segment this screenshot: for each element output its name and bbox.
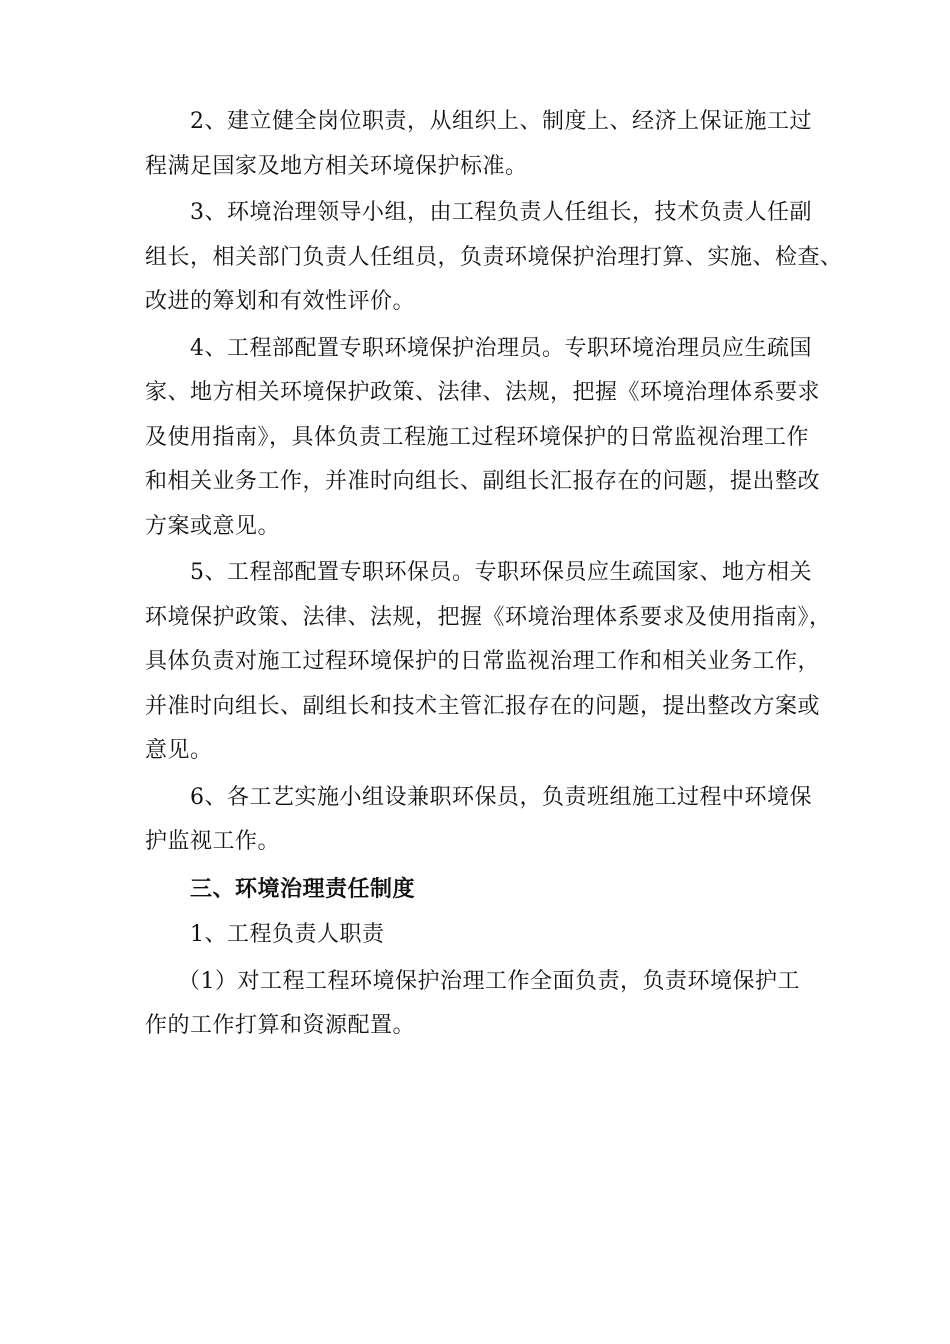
- paragraph-4: [145, 327, 821, 550]
- text-line: 并准时向组长、副组长和技术主管汇报存在的问题，提出整改方案或: [145, 693, 821, 719]
- text-line: 环境保护政策、法律、法规，把握《环境治理体系要求及使用指南》，: [145, 604, 832, 630]
- paragraph-5: [145, 551, 832, 774]
- section-heading-text: 三、环境治理责任制度: [190, 875, 416, 902]
- text-line: 2、建立健全岗位职责，从组织上、制度上、经济上保证施工过: [190, 109, 812, 134]
- text-line: 6、各工艺实施小组设兼职环保员，负责班组施工过程中环境保: [190, 784, 812, 810]
- document-body: [145, 100, 843, 1051]
- text-line: 意见。: [145, 738, 213, 763]
- text-line: （1）对工程工程环境保护治理工作全面负责，负责环境保护工: [178, 968, 800, 994]
- text-line: 护监视工作。: [145, 829, 281, 854]
- text-line: 组长，相关部门负责人任组员，负责环境保护治理打算、实施、检查、: [145, 244, 843, 270]
- text-line: 方案或意见。: [145, 513, 281, 539]
- text-line: 具体负责对施工过程环境保护的日常监视治理工作和相关业务工作，: [145, 649, 821, 674]
- text-line: 3、环境治理领导小组，由工程负责人任组长，技术负责人任副: [190, 200, 812, 225]
- text-line: 改进的筹划和有效性评价。: [145, 289, 416, 314]
- section-heading: [145, 867, 817, 912]
- text-line: 及使用指南》，具体负责工程施工过程环境保护的日常监视治理工作: [145, 424, 810, 450]
- text-line: 5、工程部配置专职环保员。专职环保员应生疏国家、地方相关: [190, 560, 812, 585]
- paragraph-3: [145, 191, 843, 325]
- subheading: [145, 913, 817, 958]
- text-line: 家、地方相关环境保护政策、法律、法规，把握《环境治理体系要求: [145, 380, 821, 405]
- paragraph-2: [145, 100, 817, 189]
- text-line: 4、工程部配置专职环境保护治理员。专职环境治理员应生疏国: [190, 335, 812, 361]
- paragraph-6: [145, 776, 817, 865]
- item-paragraph: [145, 960, 817, 1049]
- text-line: 作的工作打算和资源配置。: [145, 1013, 416, 1038]
- subheading-text: 1、工程负责人职责: [190, 922, 385, 947]
- text-line: 程满足国家及地方相关环境保护标准。: [145, 153, 528, 179]
- text-line: 和相关业务工作，并准时向组长、副组长汇报存在的问题，提出整改: [145, 469, 821, 494]
